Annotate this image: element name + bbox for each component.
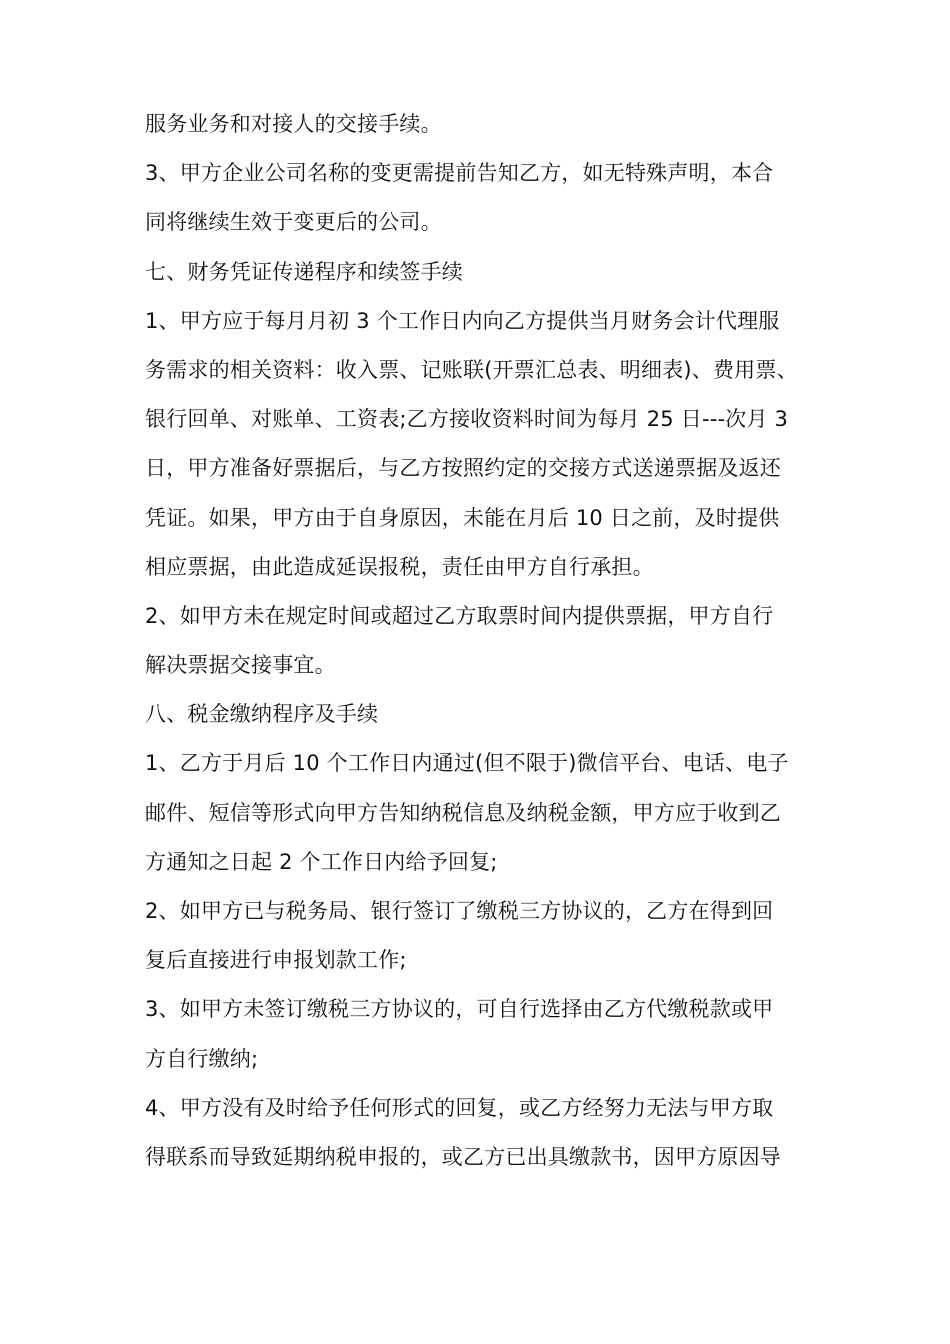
text-line: 务需求的相关资料：收入票、记账联(开票汇总表、明细表)、费用票、	[145, 357, 798, 382]
text-line: 同将继续生效于变更后的公司。	[145, 210, 442, 235]
text-line: 服务业务和对接人的交接手续。	[145, 112, 442, 136]
text-line: 邮件、短信等形式向甲方告知纳税信息及纳税金额，甲方应于收到乙	[145, 800, 781, 825]
text-line: 3、如甲方未签订缴税三方协议的，可自行选择由乙方代缴税款或甲	[145, 997, 774, 1022]
text-line: 凭证。如果，甲方由于自身原因，未能在月后 10 日之前，及时提供	[145, 505, 780, 530]
text-line: 2、如甲方已与税务局、银行签订了缴税三方协议的，乙方在得到回	[145, 899, 774, 923]
section-heading: 八、税金缴纳程序及手续	[145, 702, 379, 727]
text-line: 1、乙方于月后 10 个工作日内通过(但不限于)微信平台、电话、电子	[145, 751, 789, 776]
text-line: 方自行缴纳;	[145, 1046, 259, 1071]
text-line: 1、甲方应于每月月初 3 个工作日内向乙方提供当月财务会计代理服	[145, 308, 780, 333]
text-line: 方通知之日起 2 个工作日内给予回复;	[145, 849, 498, 874]
text-line: 复后直接进行申报划款工作;	[145, 948, 407, 973]
text-line: 得联系而导致延期纳税申报的，或乙方已出具缴款书，因甲方原因导	[145, 1144, 781, 1169]
text-line: 解决票据交接事宜。	[145, 653, 336, 678]
text-line: 3、甲方企业公司名称的变更需提前告知乙方，如无特殊声明，本合	[145, 161, 774, 186]
text-line: 4、甲方没有及时给予任何形式的回复，或乙方经努力无法与甲方取	[145, 1095, 774, 1120]
text-line: 银行回单、对账单、工资表;乙方接收资料时间为每月 25 日---次月 3	[145, 407, 789, 432]
text-line: 日，甲方准备好票据后，与乙方按照约定的交接方式送递票据及返还	[145, 456, 781, 481]
section-heading: 七、财务凭证传递程序和续签手续	[145, 259, 463, 284]
text-line: 相应票据，由此造成延误报税，责任由甲方自行承担。	[145, 554, 654, 579]
text-line: 2、如甲方未在规定时间或超过乙方取票时间内提供票据，甲方自行	[145, 603, 774, 628]
document-body	[145, 100, 813, 1182]
